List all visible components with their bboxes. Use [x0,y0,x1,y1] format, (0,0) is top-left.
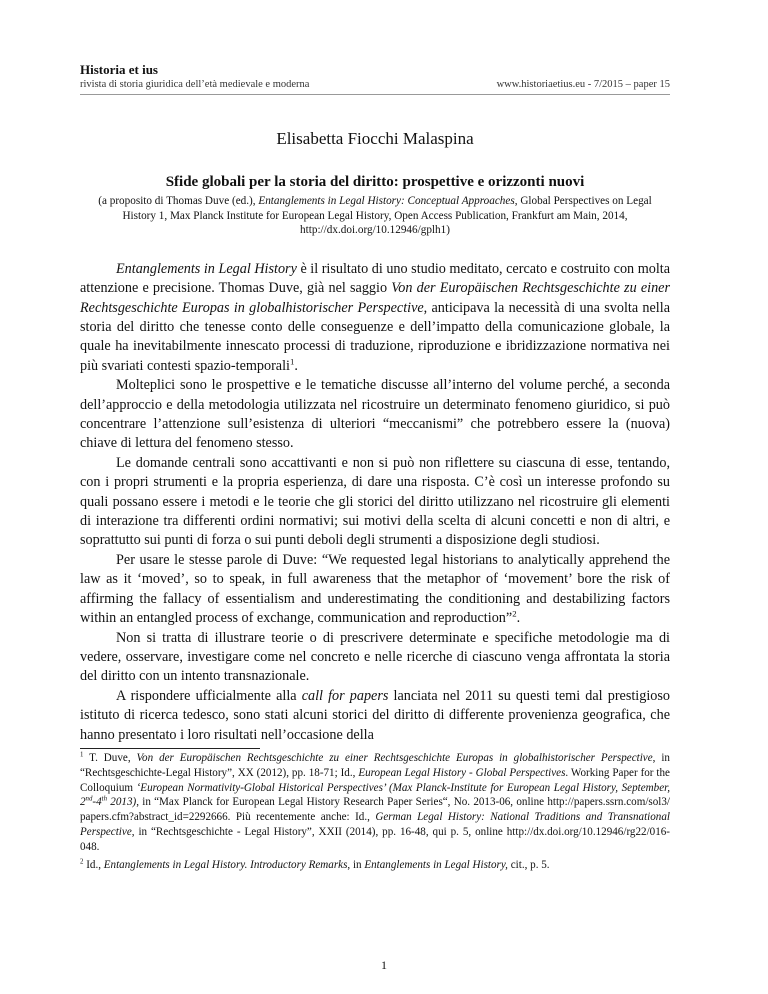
paragraph: A rispondere ufficialmente alla call for papers lanciata nel 2011 su questi temi dal prestigioso istituto di ricerca tedesco, sono stati alcuni storici del diritto di differente provenienza geografica, che hanno presentato i loro risultati nell’occasione della [80,687,670,743]
header-rule [80,94,670,95]
author-name: Elisabetta Fiocchi Malaspina [276,129,474,148]
footnote-1: $^1$ T. Duve, Von der Europäischen Rechtsgeschichte zu einer Rechtsgeschichte Europas in globalhistorischer Perspective, in “Rechtsgeschichte-Legal History”, XX (2012), pp. 18-71; Id., European Legal History - Global Perspectives. Working Paper for the Colloquium ‘European Normativity-Global Historical Perspectives’ (Max Planck-Institute for European Legal History, September, 2nd-4th 2013), in “Max Planck for European Legal History Research Paper Series“, No. 2013-06, online http://papers.ssrn.com/sol3/ papers.cfm?abstract_id=2292666. Più recentemente anche: Id., German Legal History: National Traditions and Transnational Perspective, in “Rechtsgeschichte - Legal History”, XXII (2014), pp. 16-48, qui p. 5, online http://dx.doi.org/10.12946/rg22/016-048. [80,751,670,853]
journal-subtitle: rivista di storia giuridica dell’età medievale e moderna [80,79,310,90]
journal-title: Historia et ius [80,62,158,77]
journal-reference: www.historiaetius.eu - 7/2015 – paper 15 [496,79,670,90]
paragraph: Entanglements in Legal History è il risultato di uno studio meditato, cercato e costruito con molta attenzione e precisione. Thomas Duve, già nel saggio Von der Europäischen Rechtsgeschichte zu einer Rechtsgeschichte Europas in globalhistorischer Perspective, anticipava la necessità di una svolta nella storia del diritto che tenesse conto delle conseguenze e dell’impatto della comunicazione globale, la quale ha inevitabilmente innescato processi di traduzione, riproduzione e ibridizzazione normativa nei più svariati contesti spazio-temporali$^1$. [80,260,671,374]
paragraph: Le domande centrali sono accattivanti e non si può non riflettere su ciascuna di esse, tentando, con i propri strumenti e la propria esperienza, di dare una risposta. C’è così un interesse profondo su quali possano essere i metodi e le teorie che gli storici del diritto utilizzano nel ricostruire gli elementi di interazione tra differenti ordini normativi; sui motivi della scelta di alcuni concetti e non di altri, e soprattutto sui punti di forza o sui punti deboli degli strumenti a disposizione degli studiosi. [80,454,670,549]
footnote-ref-1[interactable]: 1 [290,356,295,367]
page [80,62,670,872]
footnotes [80,751,670,872]
paragraph: Per usare le stesse parole di Duve: “We requested legal historians to analytically apprehend the law as it ‘moved’, so to speak, in full awareness that the metaphor of ‘movement’ bore the risk of affirming the fallacy of essentialism and underestimating the conditioning and destabilizing factors within an entangled process of exchange, communication and reproduction”$^2$. [80,551,670,627]
article-title: Sfide globali per la storia del diritto: prospettive e orizzonti nuovi [165,174,585,190]
footnote-separator [80,748,260,749]
footnote-2: $^2$ Id., Entanglements in Legal History. Introductory Remarks, in Entanglements in Legal History, cit., p. 5. [80,857,550,871]
page-number: 1 [381,958,387,972]
article-body [80,260,670,745]
footnote-ref-2[interactable]: 2 [512,608,517,619]
article-subtitle-note: (a proposito di Thomas Duve (ed.), Entanglements in Legal History: Conceptual Approaches, Global Perspectives on Legal History 1, Max Planck Institute for European Legal History, Open Access Publication, Frankfurt am Main, 2014, http://dx.doi.org/10.12946/gplh1) [98,195,652,237]
paragraph: Molteplici sono le prospettive e le tematiche discusse all’interno del volume perché, a seconda dell’approccio e della metodologia utilizzata nel ricostruire un determinato fenomeno giuridico, si può concentrare l’attenzione sull’esistenza di ulteriori “meccanismi” che potrebbero essere la (nuova) chiave di lettura del fenomeno stesso. [80,377,670,452]
running-header [80,62,670,95]
paragraph: Non si tratta di illustrare teorie o di prescrivere determinate e specifiche metodologie ma di vedere, osservare, investigare come nel concreto e nelle ricerche di ciascuno venga affrontata la storia del diritto con un intento transnazionale. [80,629,670,685]
book-title: Entanglements in Legal History: Conceptual Approaches [258,195,515,207]
